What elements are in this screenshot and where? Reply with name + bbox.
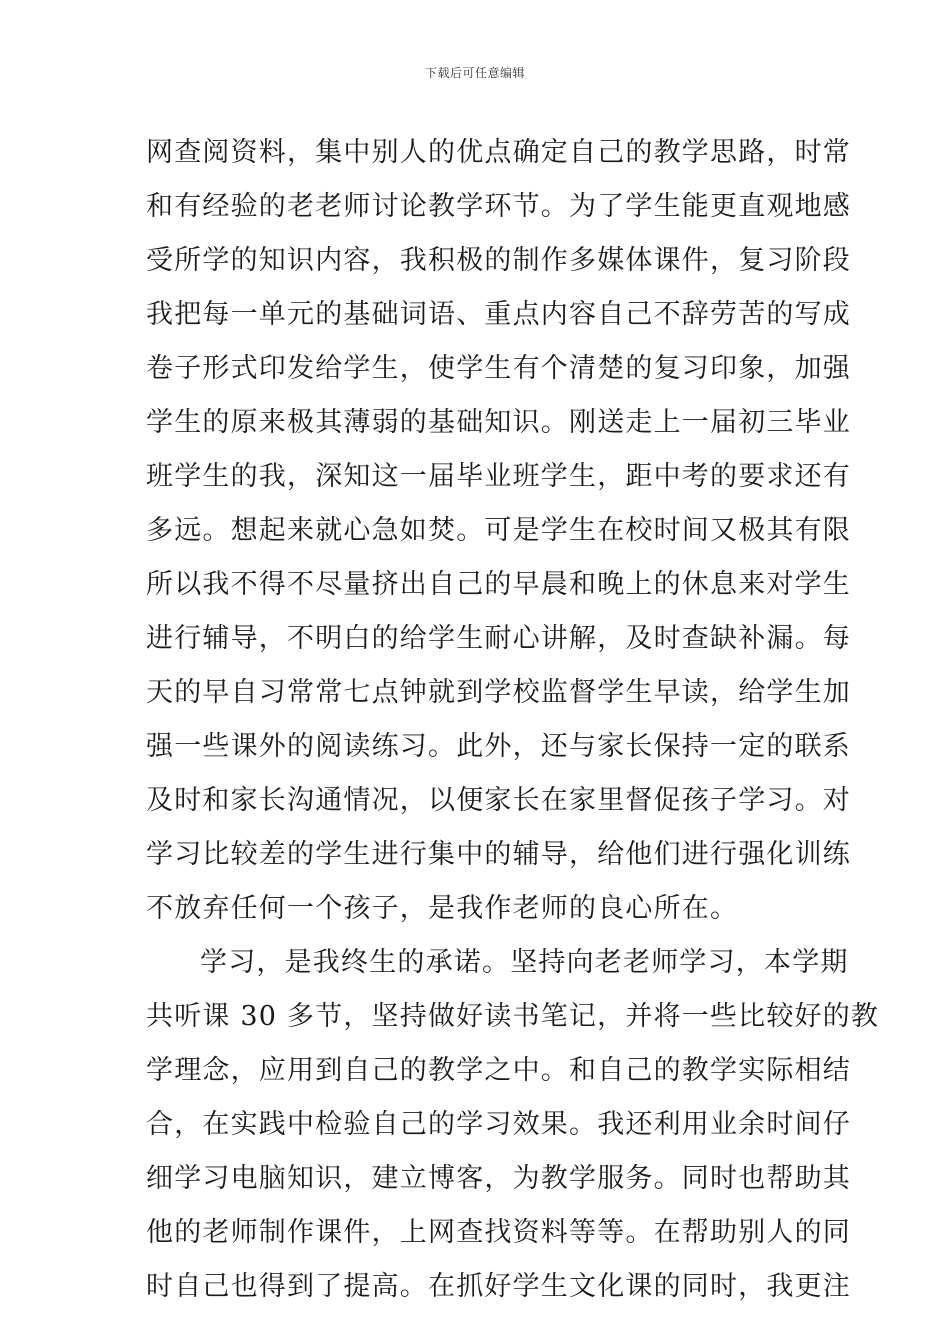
header-note: 下载后可任意编辑 — [424, 66, 525, 80]
text-line: 及时和家长沟通情况，以便家长在家里督促孩子学习。对 — [146, 785, 851, 816]
text-line: 和有经验的老老师讨论教学环节。为了学生能更直观地感 — [146, 191, 851, 222]
body-text — [146, 126, 880, 1314]
text-line: 卷子形式印发给学生，使学生有个清楚的复习印象，加强 — [146, 353, 851, 384]
text-line: 所以我不得不尽量挤出自己的早晨和晚上的休息来对学生 — [146, 569, 851, 600]
text-line: 学习比较差的学生进行集中的辅导，给他们进行强化训练 — [146, 839, 851, 870]
text-line: 学生的原来极其薄弱的基础知识。刚送走上一届初三毕业 — [146, 407, 851, 438]
text-line: 细学习电脑知识，建立博客，为教学服务。同时也帮助其 — [146, 1163, 851, 1194]
text-line: 进行辅导，不明白的给学生耐心讲解，及时查缺补漏。每 — [146, 623, 851, 654]
text-line: 强一些课外的阅读练习。此外，还与家长保持一定的联系 — [146, 731, 851, 762]
paragraph-first-line: 学习，是我终生的承诺。坚持向老老师学习，本学期 — [200, 947, 849, 978]
text-line: 班学生的我，深知这一届毕业班学生，距中考的要求还有 — [146, 461, 851, 492]
text-line: 时自己也得到了提高。在抓好学生文化课的同时，我更注 — [146, 1271, 851, 1302]
text-line: 天的早自习常常七点钟就到学校监督学生早读，给学生加 — [146, 677, 851, 708]
text-line: 我把每一单元的基础词语、重点内容自己不辞劳苦的写成 — [146, 299, 851, 330]
text-line: 受所学的知识内容，我积极的制作多媒体课件，复习阶段 — [146, 245, 851, 276]
text-line: 网查阅资料，集中别人的优点确定自己的教学思路，时常 — [146, 137, 851, 168]
text-line: 学理念，应用到自己的教学之中。和自己的教学实际相结 — [146, 1055, 851, 1086]
text-line: 不放弃任何一个孩子，是我作老师的良心所在。 — [146, 893, 739, 924]
text-line: 他的老师制作课件，上网查找资料等等。在帮助别人的同 — [146, 1217, 851, 1248]
text-line: 共听课 30 多节，坚持做好读书笔记，并将一些比较好的教 — [146, 1001, 880, 1032]
text-line: 多远。想起来就心急如焚。可是学生在校时间又极其有限 — [146, 515, 851, 546]
text-line: 合，在实践中检验自己的学习效果。我还利用业余时间仔 — [146, 1109, 851, 1140]
